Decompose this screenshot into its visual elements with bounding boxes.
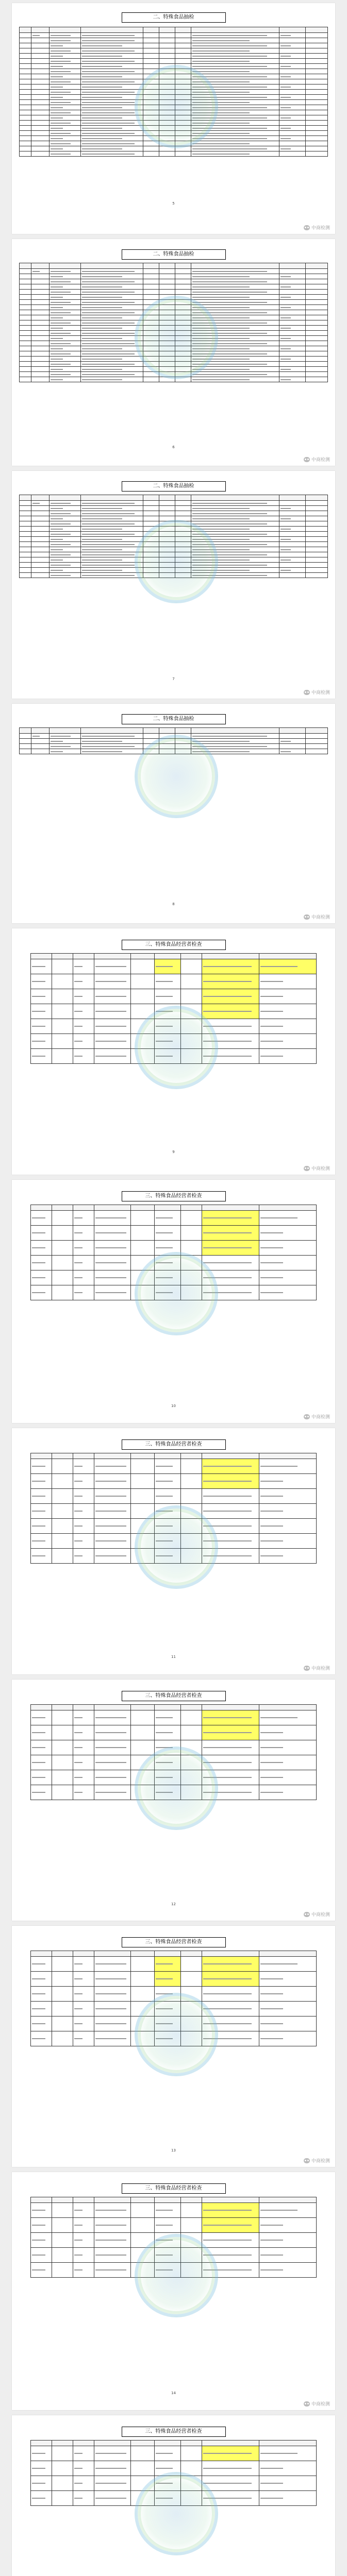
document-page — [12, 239, 335, 466]
table-row — [20, 501, 328, 506]
document-page — [12, 2415, 335, 2576]
table-header-row — [20, 27, 328, 33]
page-title: 二、特殊食品抽检 — [122, 249, 226, 260]
table-row — [20, 43, 328, 48]
page-title: 二、特殊食品抽检 — [122, 481, 226, 492]
table-row — [31, 1211, 317, 1226]
page-number: 10 — [171, 1404, 176, 1408]
brand-logo-icon — [304, 225, 310, 230]
table-row — [31, 959, 317, 974]
page-title: 二、特殊食品抽检 — [122, 714, 226, 724]
table-row — [31, 1226, 317, 1241]
watermark-seal — [135, 296, 218, 379]
brand-logo-icon — [304, 690, 310, 695]
brand-watermark — [304, 1413, 330, 1420]
brand-name: 中商检测 — [311, 1912, 330, 1918]
brand-name: 中商检测 — [311, 457, 330, 463]
table-header-row — [20, 728, 328, 734]
table-header-row — [31, 2197, 317, 2203]
brand-watermark — [304, 456, 330, 463]
brand-logo-icon — [304, 1166, 310, 1171]
brand-name: 中商检测 — [311, 1666, 330, 1671]
table-row — [20, 279, 328, 284]
table-header-row — [31, 1705, 317, 1710]
table-row — [31, 989, 317, 1004]
table-row — [31, 1710, 317, 1725]
brand-watermark — [304, 1165, 330, 1172]
table-header-row — [31, 2441, 317, 2446]
table-row — [31, 2203, 317, 2218]
page-number: 5 — [172, 201, 175, 206]
table-row — [20, 48, 328, 54]
brand-logo-icon — [304, 2158, 310, 2163]
brand-name: 中商检测 — [311, 1166, 330, 1172]
page-number: 11 — [171, 1655, 176, 1659]
table-row — [20, 269, 328, 274]
table-row — [20, 54, 328, 59]
brand-logo-icon — [304, 2401, 310, 2406]
table-row — [31, 1474, 317, 1489]
document-page — [12, 1680, 335, 1921]
brand-name: 中商检测 — [311, 1415, 330, 1420]
page-number: 12 — [171, 1902, 176, 1906]
watermark-seal — [135, 2472, 218, 2555]
brand-logo-icon — [304, 457, 310, 462]
table-header-row — [20, 495, 328, 501]
brand-logo-icon — [304, 1912, 310, 1917]
table-header-row — [31, 954, 317, 959]
page-number: 8 — [172, 902, 175, 906]
brand-logo-icon — [304, 914, 310, 920]
page-number: 13 — [171, 2148, 176, 2153]
table-row — [20, 38, 328, 43]
table-row — [20, 506, 328, 511]
table-header-row — [31, 1951, 317, 1957]
page-title: 三、特殊食品经营者检查 — [122, 1439, 226, 1450]
table-row — [20, 59, 328, 64]
page-title: 三、特殊食品经营者检查 — [122, 940, 226, 950]
brand-watermark — [304, 2157, 330, 2164]
page-title: 三、特殊食品经营者检查 — [122, 2183, 226, 2194]
watermark-seal — [135, 1505, 218, 1589]
brand-name: 中商检测 — [311, 226, 330, 231]
table-row — [20, 511, 328, 516]
page-title: 三、特殊食品经营者检查 — [122, 1937, 226, 1947]
brand-logo-icon — [304, 1414, 310, 1419]
watermark-seal — [135, 520, 218, 603]
page-number: 14 — [171, 2391, 176, 2395]
brand-name: 中商检测 — [311, 690, 330, 696]
table-row — [20, 33, 328, 38]
document-page — [12, 3, 335, 234]
document-page — [12, 2172, 335, 2410]
table-row — [31, 2446, 317, 2461]
page-number: 9 — [172, 1150, 175, 1154]
table-header-row — [31, 1453, 317, 1459]
watermark-seal — [135, 2234, 218, 2317]
watermark-seal — [135, 65, 218, 148]
table-row — [20, 274, 328, 279]
brand-watermark — [304, 2400, 330, 2407]
page-number: 6 — [172, 445, 175, 449]
watermark-seal — [135, 1747, 218, 1830]
brand-watermark — [304, 1911, 330, 1918]
page-number: 7 — [172, 677, 175, 681]
table-row — [20, 284, 328, 290]
brand-name: 中商检测 — [311, 2402, 330, 2407]
table-header-row — [31, 1205, 317, 1211]
table-row — [20, 151, 328, 157]
table-row — [20, 290, 328, 295]
page-title: 三、特殊食品经营者检查 — [122, 1691, 226, 1701]
document-page — [12, 1926, 335, 2167]
document-page — [12, 1428, 335, 1674]
page-title: 三、特殊食品经营者检查 — [122, 1191, 226, 1201]
table-row — [31, 1957, 317, 1972]
page-title: 二、特殊食品抽检 — [122, 12, 226, 23]
table-header-row — [20, 263, 328, 269]
brand-watermark — [304, 224, 330, 231]
table-row — [31, 974, 317, 989]
table-row — [31, 1725, 317, 1740]
brand-logo-icon — [304, 1666, 310, 1671]
document-page — [12, 704, 335, 923]
brand-watermark — [304, 689, 330, 696]
table-row — [31, 1459, 317, 1474]
watermark-seal — [135, 1993, 218, 2076]
brand-name: 中商检测 — [311, 915, 330, 920]
document-page — [12, 1180, 335, 1423]
table-row — [31, 1972, 317, 1987]
page-title: 三、特殊食品经营者检查 — [122, 2427, 226, 2437]
brand-name: 中商检测 — [311, 2159, 330, 2164]
document-page — [12, 471, 335, 699]
watermark-seal — [135, 1006, 218, 1089]
watermark-seal — [135, 735, 218, 818]
document-page — [12, 928, 335, 1175]
brand-watermark — [304, 913, 330, 920]
table-row — [31, 1489, 317, 1504]
table-row — [31, 2218, 317, 2233]
watermark-seal — [135, 1252, 218, 1335]
brand-watermark — [304, 1665, 330, 1671]
